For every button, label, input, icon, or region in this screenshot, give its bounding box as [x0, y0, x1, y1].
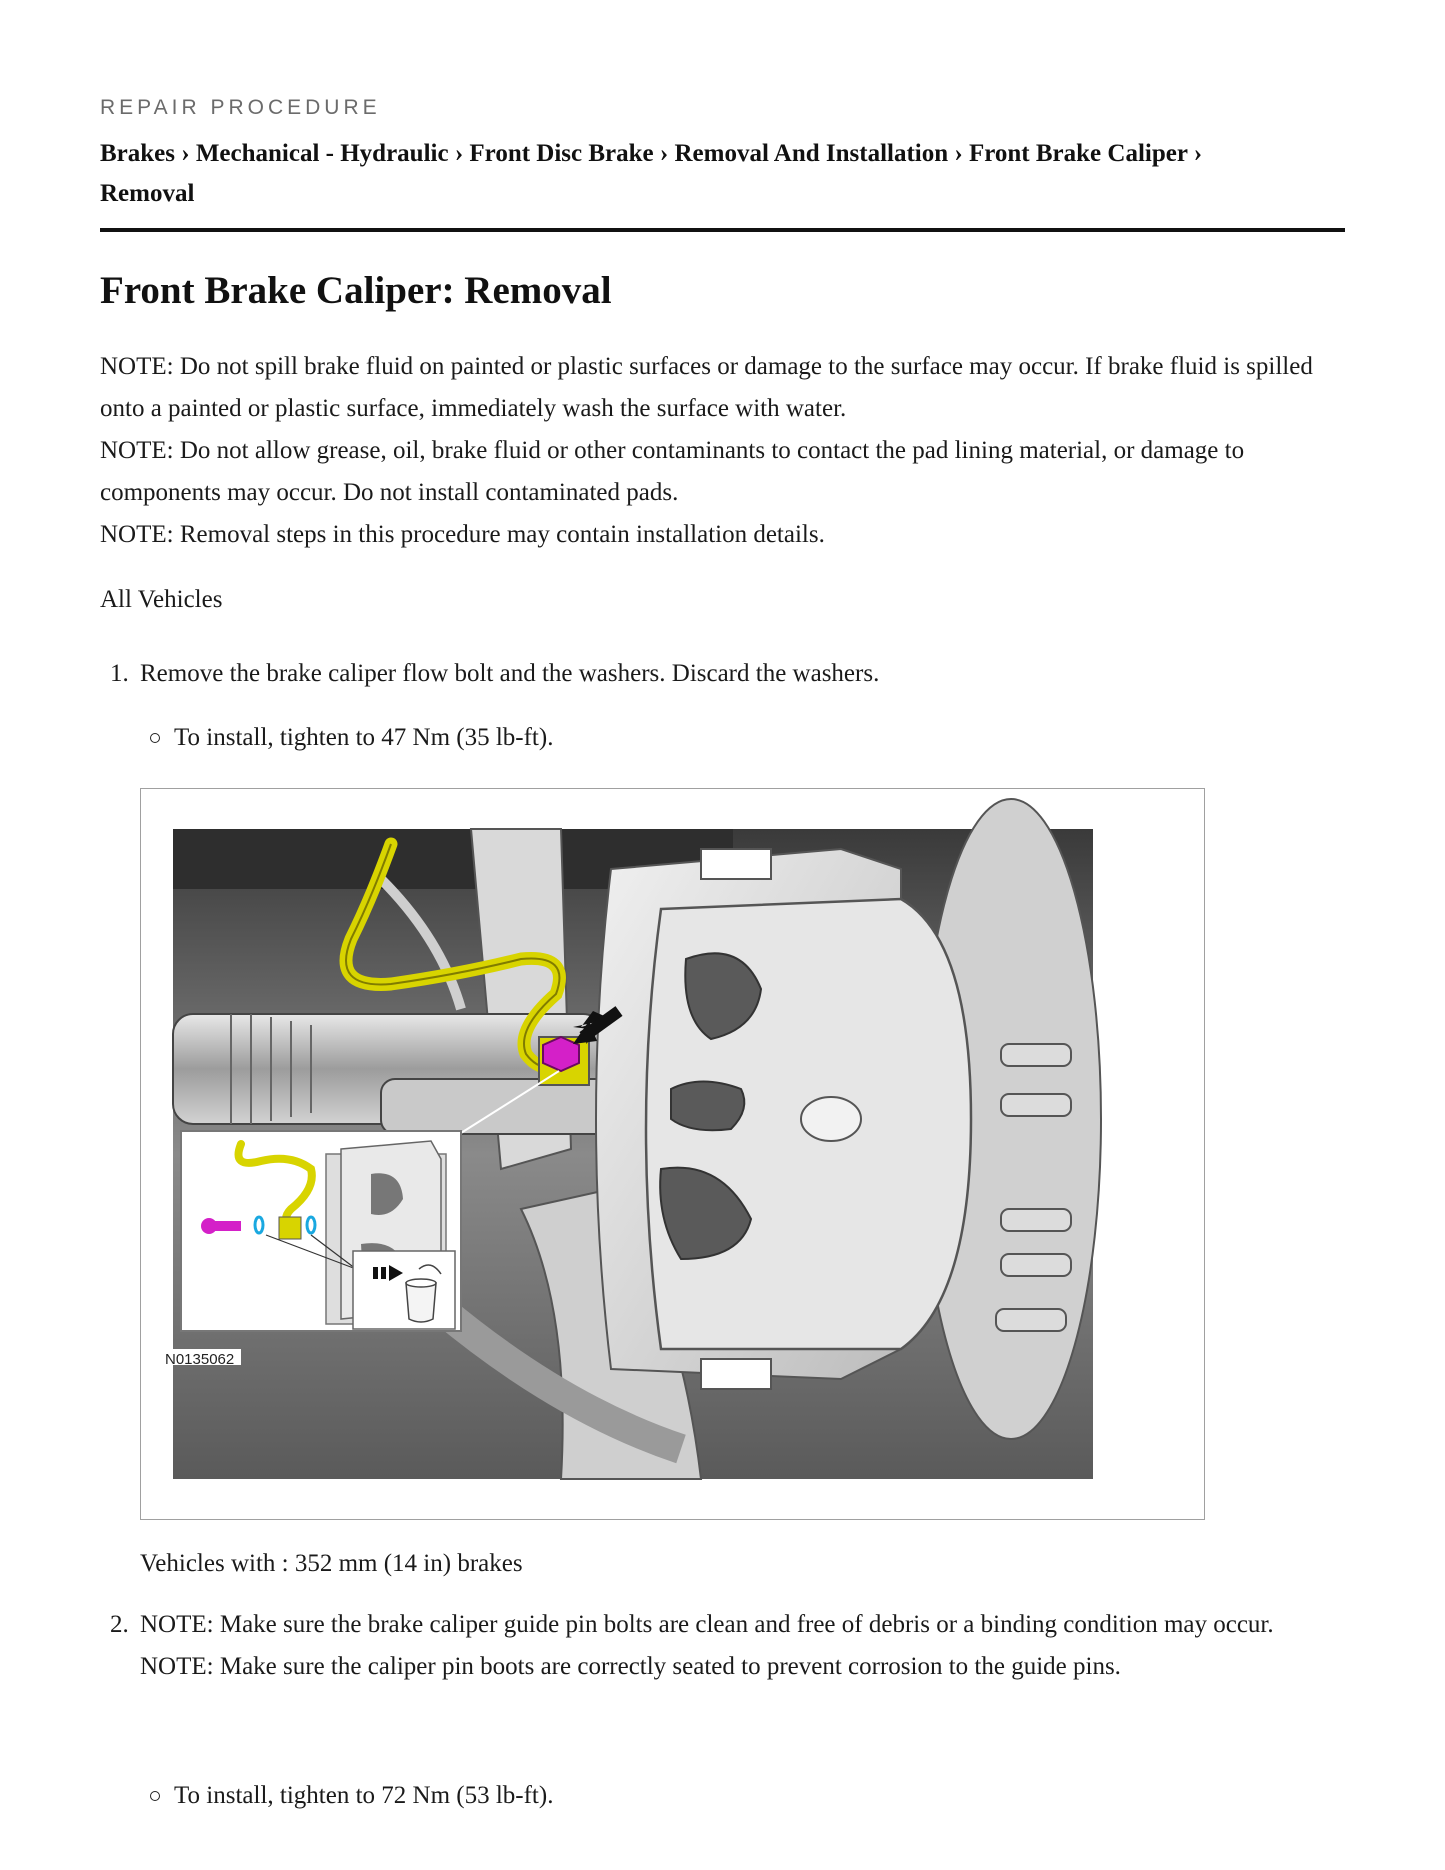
- figure-code: N0135062: [165, 1351, 235, 1368]
- notes-block: [100, 346, 1350, 556]
- step-2: [110, 1604, 1340, 1688]
- caliper-drawing: [141, 789, 1203, 1518]
- step-note: NOTE: Make sure the brake caliper guide pin bolts are clean and free of debris or a binding condition may occur.: [140, 1611, 1274, 1638]
- step-note: NOTE: Make sure the caliper pin boots are correctly seated to prevent corrosion to the guide pins.: [140, 1653, 1121, 1680]
- step-2-torque: [150, 1782, 553, 1810]
- note-paragraph: NOTE: Removal steps in this procedure may contain installation details.: [100, 521, 825, 548]
- bullet-circle-icon: [150, 1791, 160, 1801]
- step-1: [110, 653, 1340, 695]
- trash-can-icon: [406, 1283, 436, 1322]
- caliper-illustration: [140, 788, 1205, 1520]
- breadcrumb-removal: Removal: [100, 180, 195, 207]
- breadcrumb-brakes[interactable]: Brakes: [100, 140, 175, 167]
- breadcrumb-mechanical-hydraulic[interactable]: Mechanical - Hydraulic: [195, 140, 449, 167]
- header-divider: [100, 228, 1345, 232]
- step-number: 2.: [110, 1611, 129, 1638]
- breadcrumb-front-disc-brake[interactable]: Front Disc Brake: [469, 140, 654, 167]
- section-label: All Vehicles: [100, 586, 223, 613]
- figure-caption: Vehicles with : 352 mm (14 in) brakes: [140, 1550, 523, 1577]
- procedure-kicker: REPAIR PROCEDURE: [100, 96, 381, 119]
- breadcrumb-separator: ›: [954, 140, 963, 167]
- breadcrumb-separator: ›: [181, 140, 190, 167]
- breadcrumb: [100, 134, 1345, 214]
- page-title: Front Brake Caliper: Removal: [100, 269, 612, 312]
- detail-inset: [181, 1131, 461, 1331]
- breadcrumb-front-brake-caliper[interactable]: Front Brake Caliper: [968, 140, 1188, 167]
- torque-spec: To install, tighten to 47 Nm (35 lb-ft).: [174, 724, 554, 751]
- bolt-icon: [201, 1218, 217, 1234]
- step-text: Remove the brake caliper flow bolt and the washers. Discard the washers.: [140, 660, 880, 687]
- breadcrumb-separator: ›: [454, 140, 464, 167]
- breadcrumb-separator: ›: [1193, 140, 1203, 167]
- step-1-torque: [150, 724, 553, 752]
- discard-box: [353, 1251, 455, 1329]
- breadcrumb-separator: ›: [659, 140, 669, 167]
- step-number: 1.: [110, 660, 129, 687]
- note-paragraph: NOTE: Do not allow grease, oil, brake fluid or other contaminants to contact the pad lining material, or damage to components may occur. Do not install contaminated pads.: [100, 437, 1245, 506]
- flow-bolt: [543, 1037, 579, 1071]
- torque-spec: To install, tighten to 72 Nm (53 lb-ft).: [174, 1782, 554, 1809]
- bullet-circle-icon: [150, 733, 160, 743]
- breadcrumb-removal-and-installation[interactable]: Removal And Installation: [674, 140, 949, 167]
- note-paragraph: NOTE: Do not spill brake fluid on painted or plastic surfaces or damage to the surface may occur. If brake fluid is spilled onto a painted or plastic surface, immediately wash the surface with water.: [100, 353, 1313, 422]
